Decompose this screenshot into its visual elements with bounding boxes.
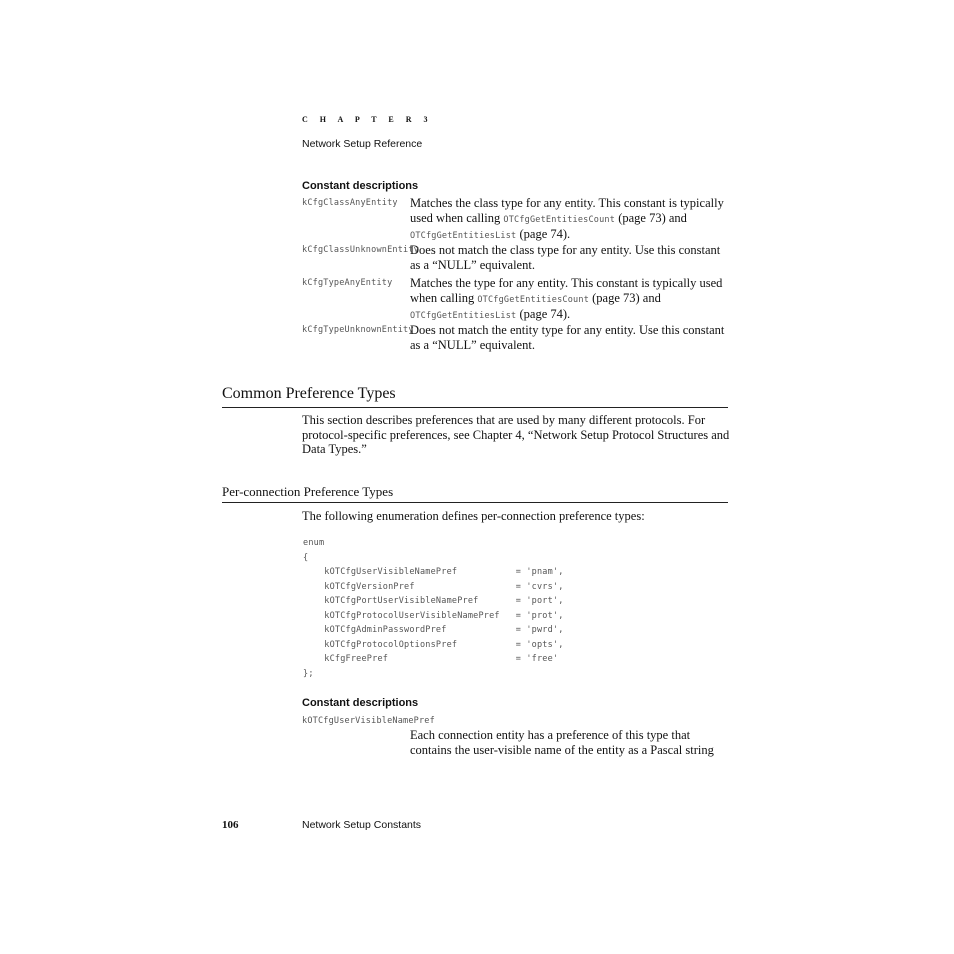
code-line: enum <box>303 538 325 548</box>
constant-term: kCfgClassAnyEntity <box>302 198 398 208</box>
section-heading-common: Common Preference Types <box>222 385 396 402</box>
code-line: kOTCfgProtocolUserVisibleNamePref = 'prot', <box>303 610 564 621</box>
constant-term: kCfgClassUnknownEntity <box>302 245 419 255</box>
constant-description: Matches the class type for any entity. This constant is typically used when calling OTCfgGetEntitiesCount (page 73) and OTCfgGetEntitiesList (page 74). <box>410 196 724 241</box>
constant-term: kCfgTypeUnknownEntity <box>302 325 414 335</box>
constant-description: Matches the type for any entity. This constant is typically used when calling OTCfgGetEntitiesCount (page 73) and OTCfgGetEntitiesList (page 74). <box>410 276 723 321</box>
constant-term: kOTCfgUserVisibleNamePref <box>302 716 435 726</box>
code-line: kOTCfgVersionPref = 'cvrs', <box>303 581 564 592</box>
code-line: kOTCfgUserVisibleNamePref = 'pnam', <box>303 567 564 577</box>
subsection-heading-perconn: Per-connection Preference Types <box>222 484 394 499</box>
constant-item <box>302 323 732 356</box>
constant-description: Does not match the entity type for any entity. Use this constant as a “NULL” equivalent. <box>410 323 725 352</box>
chapter-label: C H A P T E R 3 <box>302 115 433 124</box>
constant-list <box>302 196 732 356</box>
constant-item <box>302 243 732 276</box>
footer-title: Network Setup Constants <box>302 819 422 831</box>
constant-descriptions-heading-2: Constant descriptions <box>302 697 419 709</box>
constant-descriptions-heading: Constant descriptions <box>302 180 419 192</box>
code-line: }; <box>303 668 314 679</box>
running-head: Network Setup Reference <box>302 138 423 150</box>
constant-item <box>302 196 732 243</box>
common-body-paragraph: This section describes preferences that are used by many different protocols. For protocol-specific preferences, see Chapter 4, “Network Setup Protocol Structures and Data Types.” <box>302 413 730 456</box>
section-rule <box>222 407 728 408</box>
code-reference: OTCfgGetEntitiesList <box>410 311 517 321</box>
code-reference: OTCfgGetEntitiesCount <box>503 214 616 225</box>
subsection-rule <box>222 502 728 503</box>
code-line: kOTCfgAdminPasswordPref = 'pwrd', <box>303 625 564 635</box>
code-line: { <box>303 552 309 563</box>
code-reference: OTCfgGetEntitiesCount <box>477 294 590 305</box>
constant-item <box>302 276 732 323</box>
code-block <box>303 536 564 681</box>
code-line: kOTCfgPortUserVisibleNamePref = 'port', <box>303 596 564 606</box>
code-line: kOTCfgProtocolOptionsPref = 'opts', <box>303 639 564 650</box>
code-line: kCfgFreePref = 'free' <box>303 654 559 664</box>
constant-term: kCfgTypeAnyEntity <box>302 278 393 288</box>
code-reference: OTCfgGetEntitiesList <box>410 231 517 241</box>
constant-description: Each connection entity has a preference of this type that contains the user-visible name of the entity as a Pascal string <box>410 728 714 757</box>
perconn-body-paragraph: The following enumeration defines per-connection preference types: <box>302 509 645 523</box>
constant-description: Does not match the class type for any entity. Use this constant as a “NULL” equivalent. <box>410 243 721 272</box>
page-number: 106 <box>222 819 239 831</box>
